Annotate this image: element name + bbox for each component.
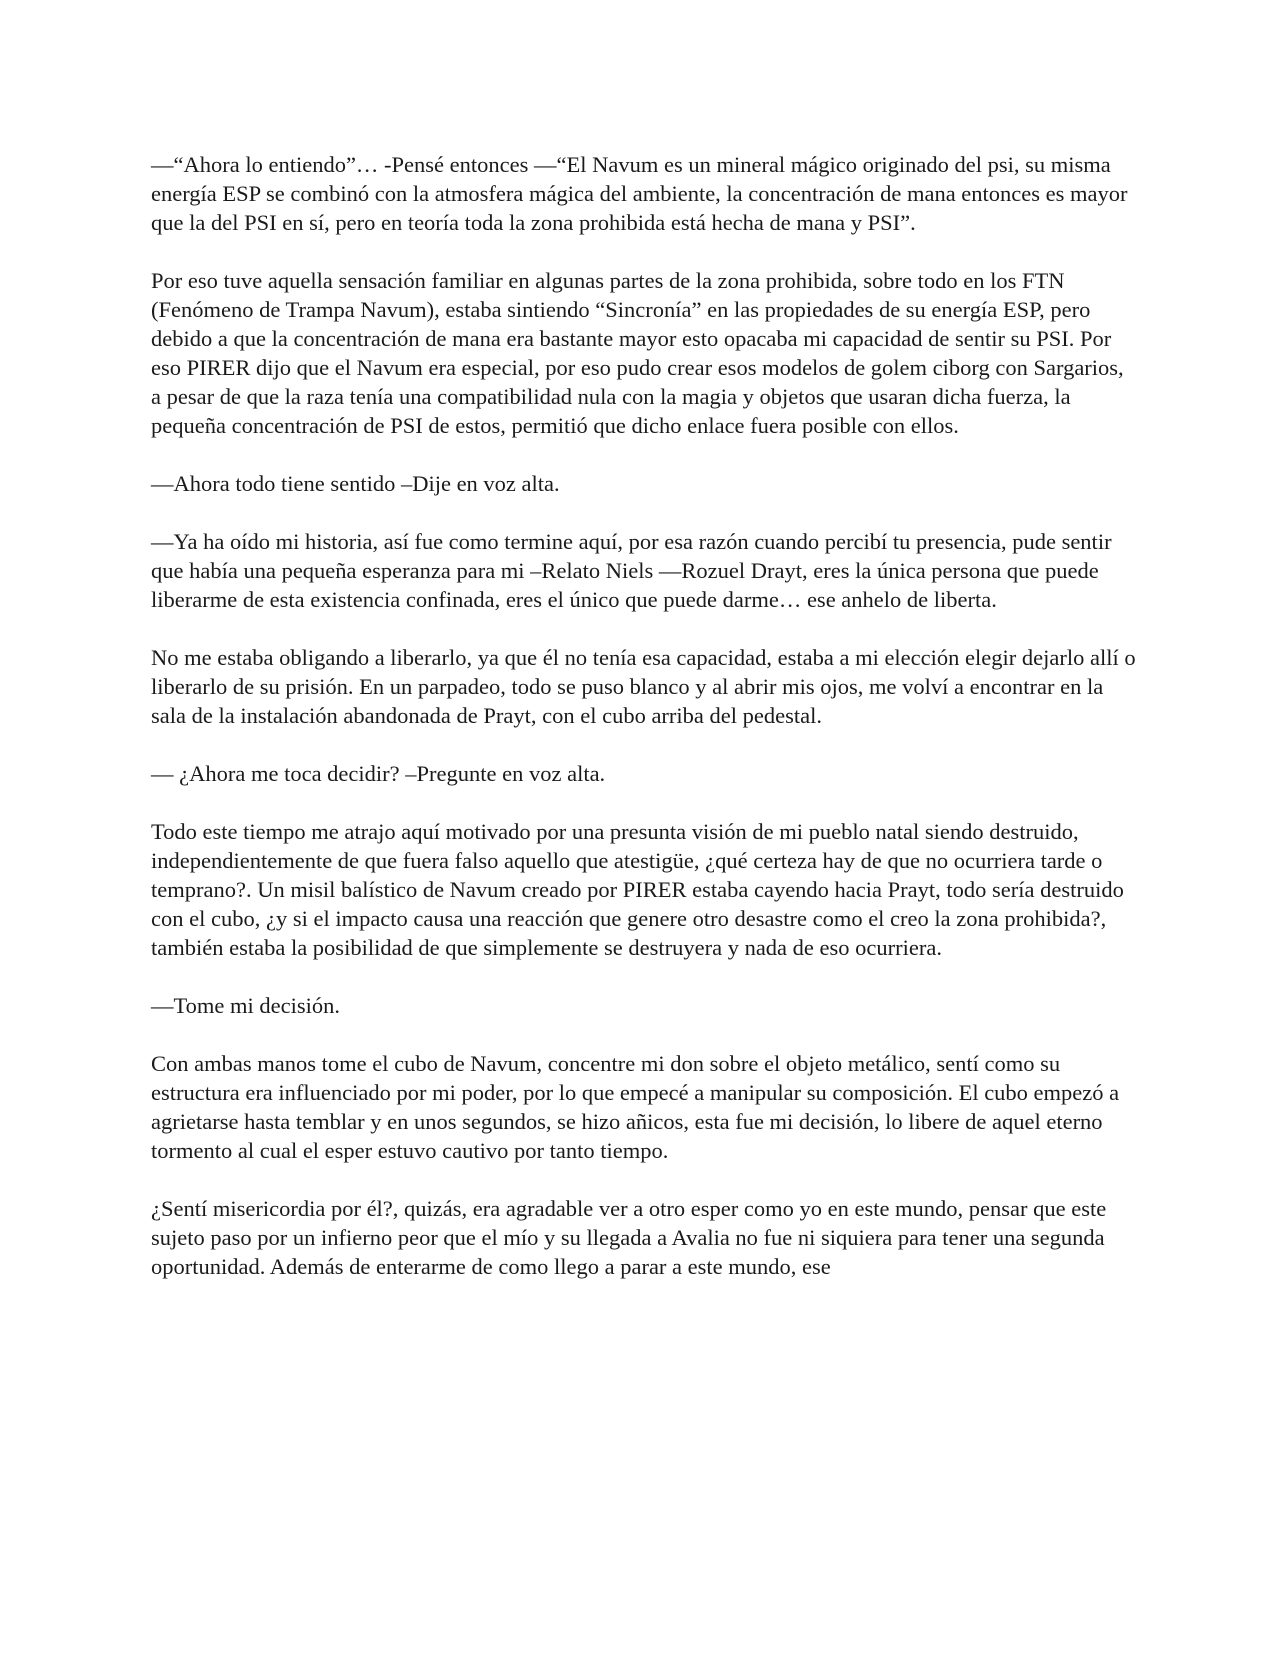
paragraph-1: —“Ahora lo entiendo”… -Pensé entonces —“El Navum es un mineral mágico originado del psi, su misma energía ESP se combinó con la atmosfera mágica del ambiente, la concentración de mana entonces es mayor que la del PSI en sí, pero en teoría toda la zona prohibida está hecha de mana y PSI”. <box>151 152 1128 235</box>
paragraph-10: ¿Sentí misericordia por él?, quizás, era agradable ver a otro esper como yo en este mundo, pensar que este sujeto paso por un infierno peor que el mío y su llegada a Avalia no fue ni siquiera para tener una segunda oportunidad. Además de enterarme de como llego a parar a este mundo, ese <box>151 1196 1107 1279</box>
document-body <box>151 150 1136 1281</box>
paragraph-6: — ¿Ahora me toca decidir? –Pregunte en voz alta. <box>151 761 606 786</box>
paragraph-9: Con ambas manos tome el cubo de Navum, concentre mi don sobre el objeto metálico, sentí como su estructura era influenciado por mi poder, por lo que empecé a manipular su composición. El cubo empezó a agrietarse hasta temblar y en unos segundos, se hizo añicos, esta fue mi decisión, lo libere de aquel eterno tormento al cual el esper estuvo cautivo por tanto tiempo. <box>151 1051 1120 1163</box>
paragraph-3: —Ahora todo tiene sentido –Dije en voz alta. <box>151 471 560 496</box>
paragraph-5: No me estaba obligando a liberarlo, ya que él no tenía esa capacidad, estaba a mi elección elegir dejarlo allí o liberarlo de su prisión. En un parpadeo, todo se puso blanco y al abrir mis ojos, me volví a encontrar en la sala de la instalación abandonada de Prayt, con el cubo arriba del pedestal. <box>151 645 1136 728</box>
paragraph-7: Todo este tiempo me atrajo aquí motivado por una presunta visión de mi pueblo natal siendo destruido, independientemente de que fuera falso aquello que atestigüe, ¿qué certeza hay de que no ocurriera tarde o temprano?. Un misil balístico de Navum creado por PIRER estaba cayendo hacia Prayt, todo sería destruido con el cubo, ¿y si el impacto causa una reacción que genere otro desastre como el creo la zona prohibida?, también estaba la posibilidad de que simplemente se destruyera y nada de eso ocurriera. <box>151 819 1124 960</box>
paragraph-8: —Tome mi decisión. <box>151 993 341 1018</box>
paragraph-2: Por eso tuve aquella sensación familiar en algunas partes de la zona prohibida, sobre todo en los FTN (Fenómeno de Trampa Navum), estaba sintiendo “Sincronía” en las propiedades de su energía ESP, pero debido a que la concentración de mana era bastante mayor esto opacaba mi capacidad de sentir su PSI. Por eso PIRER dijo que el Navum era especial, por eso pudo crear esos modelos de golem ciborg con Sargarios, a pesar de que la raza tenía una compatibilidad nula con la magia y objetos que usaran dicha fuerza, la pequeña concentración de PSI de estos, permitió que dicho enlace fuera posible con ellos. <box>151 268 1124 438</box>
paragraph-4: —Ya ha oído mi historia, así fue como termine aquí, por esa razón cuando percibí tu presencia, pude sentir que había una pequeña esperanza para mi –Relato Niels —Rozuel Drayt, eres la única persona que puede liberarme de esta existencia confinada, eres el único que puede darme… ese anhelo de liberta. <box>151 529 1112 612</box>
